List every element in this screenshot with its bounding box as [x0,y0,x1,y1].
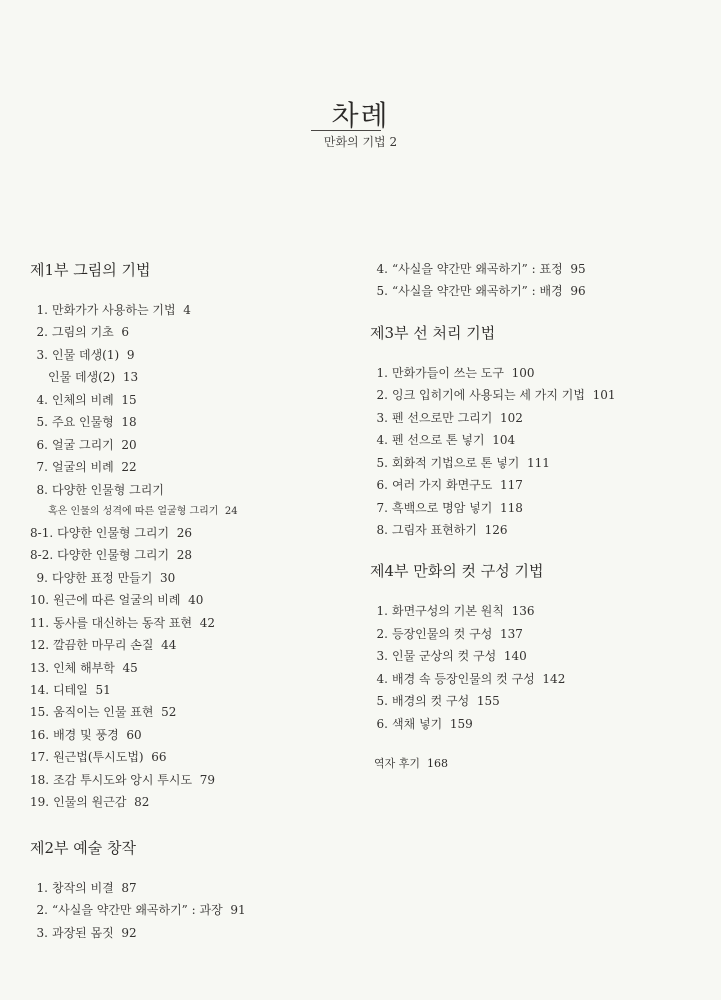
toc-entry [30,456,350,478]
toc-entry-page: 136 [511,604,535,619]
toc-entry-title: 다양한 인물형 그리기 [57,548,170,563]
toc-entry-title: 만화가가 사용하는 기법 [52,303,176,317]
toc-entry-number: 8. [36,482,48,497]
toc-entry [370,280,700,302]
toc-entry [370,497,700,519]
toc-entry-number: 1. [376,604,388,619]
toc-entry [30,522,350,544]
toc-entry-page: 13 [122,370,139,385]
afterword-page: 168 [427,757,449,770]
toc-entry-number: 15. [30,705,50,720]
toc-entry-number: 11. [30,615,50,630]
toc-entry-page: 51 [95,683,111,697]
toc-entry-title: 배경의 컷 구성 [392,694,470,709]
toc-entry [30,769,350,791]
toc-entry-number: 1. [36,880,48,895]
toc-entry-title: 펜 선으로만 그리기 [392,410,493,425]
toc-entry [30,366,350,388]
toc-entry-page: 45 [122,660,138,675]
toc-entry [370,474,700,496]
toc-entry-page: 66 [151,750,167,765]
toc-entry-title: 다양한 인물형 그리기 [52,482,164,497]
toc-entry [370,452,700,474]
toc-entry-title: 그림의 기초 [52,325,114,340]
toc-right-column [370,258,700,775]
toc-entry [30,389,350,411]
toc-entry-page: 87 [121,880,137,895]
toc-entry-title: 다양한 표정 만들기 [52,570,153,585]
toc-entry-title: 회화적 기법으로 톤 넣기 [392,455,520,470]
toc-entry-title: 주요 인물형 [52,415,114,430]
toc-entry-page: 4 [183,303,191,317]
part2-heading: 제2부 예술 창작 [30,838,137,857]
toc-entry [30,501,350,522]
toc-left-column [30,258,350,944]
toc-entry-number: 8-2. [30,548,54,563]
toc-entry-page: 79 [199,772,215,787]
toc-entry-page: 159 [449,716,473,731]
toc-entry-title: 그림자 표현하기 [392,522,477,537]
toc-entry [30,877,350,899]
toc-entry [30,791,350,813]
toc-entry-title: 조감 투시도와 앙시 투시도 [53,772,193,787]
toc-entry-page: 101 [592,388,616,403]
toc-entry-page: 118 [500,500,523,515]
toc-entry-number: 2. [36,325,48,340]
toc-entry-number: 4. [376,671,388,686]
toc-entry-page: 104 [492,433,516,448]
toc-entry-page: 30 [160,570,176,585]
toc-entry [370,668,700,690]
toc-entry [370,362,700,384]
toc-entry [30,679,350,701]
toc-entry [370,519,700,541]
toc-entry [30,589,350,611]
part1-list [30,299,350,814]
toc-entry [370,429,700,451]
toc-entry-title: 다양한 인물형 그리기 [57,525,170,540]
toc-entry-number: 3. [36,925,48,940]
toc-entry-title: 디테일 [53,683,88,697]
toc-entry [30,899,350,921]
toc-entry-number: 3. [36,347,48,362]
toc-entry [370,600,700,622]
toc-entry-number: 6. [376,478,388,493]
toc-entry-page: 111 [527,455,550,470]
toc-entry-number: 5. [376,694,388,709]
section-gap [30,814,350,836]
section-gap [370,541,700,559]
toc-entry-page: 15 [121,392,137,407]
toc-entry-number: 6. [376,716,388,731]
toc-entry-title: 깔끔한 마무리 손질 [53,638,154,653]
toc-entry-number: 7. [36,460,48,475]
page-subtitle: 만화의 기법 2 [323,135,398,149]
toc-entry-page: 82 [134,795,150,810]
toc-entry-page: 42 [199,615,215,630]
toc-entry-page: 6 [121,325,130,340]
toc-entry-number: 3. [376,649,388,664]
toc-entry-number: 6. [36,437,48,452]
section-gap [370,735,700,753]
toc-entry-number: 4. [376,433,388,448]
toc-entry-page: 140 [503,649,527,664]
toc-entry-title: 인물 군상의 컷 구성 [392,649,497,664]
toc-entry [30,544,350,566]
toc-entry-title: 화면구성의 기본 원칙 [392,604,504,619]
toc-entry-title: 만화가들이 쓰는 도구 [392,365,504,380]
toc-entry-number: 9. [36,570,48,585]
toc-entry-page: 22 [121,460,137,475]
toc-entry-title: 여러 가지 화면구도 [392,478,493,493]
toc-entry-number: 1. [36,303,48,317]
toc-entry-title: 과장된 몸짓 [52,925,114,940]
toc-entry [30,701,350,723]
toc-entry-page: 52 [161,705,177,720]
toc-entry-page: 91 [230,903,246,918]
toc-entry [30,657,350,679]
toc-entry-number: 10. [30,593,50,608]
part4-list [370,600,700,735]
toc-entry-page: 92 [121,925,137,940]
toc-entry [370,645,700,667]
toc-entry-number: 2. [36,903,48,918]
part1-heading: 제1부 그림의 기법 [30,261,151,279]
toc-entry [370,713,700,735]
toc-entry-title: 혹은 인물의 성격에 따른 얼굴형 그리기 [48,505,219,517]
toc-entry-page: 100 [511,365,535,380]
toc-entry [30,634,350,656]
toc-entry-title: 원근에 따른 얼굴의 비례 [53,593,181,608]
toc-entry-number: 18. [30,772,50,787]
part4-heading: 제4부 만화의 컷 구성 기법 [370,562,544,581]
toc-entry [30,567,350,589]
part2-list-continued [370,258,700,303]
toc-entry-page: 117 [500,478,523,493]
toc-entry-number: 16. [30,727,50,742]
section-gap [370,303,700,321]
toc-entry [30,434,350,456]
toc-entry-title: 배경 속 등장인물의 컷 구성 [392,671,535,686]
toc-entry-page: 44 [161,638,177,653]
toc-entry-number: 14. [30,683,50,697]
toc-entry [30,746,350,768]
toc-entry-page: 155 [476,694,500,709]
toc-entry-number: 2. [376,388,388,403]
title-underline [311,130,381,131]
toc-entry-number: 13. [30,660,50,675]
toc-entry-title: 인물 데생(1) [52,347,120,362]
toc-entry-title: 등장인물의 컷 구성 [392,626,493,641]
toc-entry-page: 9 [126,347,135,362]
toc-entry [30,299,350,321]
toc-entry-number: 2. [376,626,388,641]
toc-entry [370,407,700,429]
toc-entry-title: 얼굴 그리기 [52,437,114,452]
toc-entry-title: 배경 및 풍경 [53,727,119,742]
toc-entry-page: 60 [126,727,142,742]
toc-entry-number: 3. [376,410,388,425]
toc-entry-page: 40 [188,593,204,608]
toc-entry-title: 얼굴의 비례 [52,460,114,475]
toc-entry-title: 움직이는 인물 표현 [53,705,154,720]
part3-list [370,362,700,542]
part3-heading: 제3부 선 처리 기법 [370,323,496,342]
toc-entry [370,384,700,406]
toc-entry-number: 5. [376,284,388,299]
toc-entry [30,321,350,343]
toc-entry-number: 8. [376,522,388,537]
toc-entry-number: 1. [376,365,388,380]
toc-entry-title: 인체의 비례 [52,392,114,407]
toc-entry-title: 창작의 비결 [52,880,114,895]
toc-entry-title: “사실을 약간만 왜곡하기” : 과장 [52,903,223,918]
toc-entry-page: 18 [121,415,137,430]
toc-entry-title: “사실을 약간만 왜곡하기” : 표정 [392,262,563,276]
toc-entry-number: 8-1. [30,525,54,540]
page-title: 차례 [331,99,390,132]
toc-entry [370,258,700,280]
part2-list [30,877,350,944]
toc-entry [30,411,350,433]
toc-entry-title: 원근법(투시도법) [53,750,144,765]
toc-entry-page: 26 [176,525,193,540]
toc-entry-title: 펜 선으로 톤 넣기 [392,433,485,448]
toc-entry-page: 24 [224,505,238,517]
toc-entry-page: 28 [176,548,193,563]
toc-entry-number: 5. [376,455,388,470]
toc-entry-number: 5. [36,415,48,430]
toc-entry-number: 7. [376,500,388,515]
toc-entry [370,623,700,645]
toc-entry [30,724,350,746]
toc-entry-title: “사실을 약간만 왜곡하기” : 배경 [392,284,563,299]
toc-entry [30,479,350,501]
toc-entry-title: 흑백으로 명암 넣기 [392,500,493,515]
toc-entry-number: 4. [376,262,388,276]
toc-entry-page: 126 [484,522,508,537]
toc-entry [30,922,350,944]
toc-entry-page: 142 [542,671,566,686]
toc-entry-title: 인물의 원근감 [53,795,127,810]
toc-entry-number: 4. [36,392,48,407]
toc-entry [30,612,350,634]
afterword-title: 역자 후기 [374,757,421,770]
toc-entry-page: 96 [570,284,586,299]
toc-entry-number: 12. [30,638,50,653]
afterword-entry [370,753,700,775]
toc-entry-page: 95 [570,262,586,276]
toc-entry [30,344,350,366]
toc-entry-number: 19. [30,795,50,810]
toc-entry-title: 잉크 입히기에 사용되는 세 가지 기법 [392,388,585,403]
toc-entry-title: 인체 해부학 [53,660,115,675]
toc-entry-number: 17. [30,750,50,765]
toc-entry-page: 137 [500,626,523,641]
toc-entry-page: 102 [500,410,523,425]
toc-entry-page: 20 [121,437,137,452]
toc-entry [370,690,700,712]
toc-entry-title: 색채 넣기 [392,716,443,731]
toc-entry-title: 동사를 대신하는 동작 표현 [53,615,193,630]
toc-entry-title: 인물 데생(2) [48,370,116,385]
